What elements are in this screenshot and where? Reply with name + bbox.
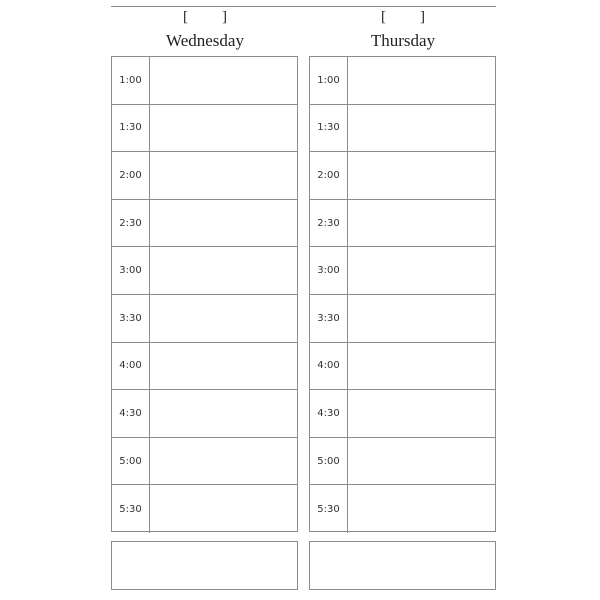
entry-cell[interactable] [348,343,495,390]
time-label: 5:00 [112,438,150,485]
time-label: 3:30 [112,295,150,342]
time-slot-row[interactable] [112,295,297,343]
time-slot-row[interactable] [310,390,495,438]
time-slot-row[interactable] [112,200,297,248]
time-label: 4:00 [310,343,348,390]
date-field-thursday[interactable] [309,9,497,26]
entry-cell[interactable] [150,390,297,437]
time-slot-row[interactable] [112,343,297,391]
time-label: 1:00 [112,57,150,104]
time-slot-row[interactable] [310,105,495,153]
time-label: 2:00 [112,152,150,199]
date-bracket-close: ] [420,9,425,25]
time-slot-row[interactable] [112,105,297,153]
time-label: 5:30 [310,485,348,533]
time-label: 2:00 [310,152,348,199]
top-divider-line [111,6,496,7]
entry-cell[interactable] [150,57,297,104]
time-slot-row[interactable] [310,152,495,200]
entry-cell[interactable] [150,105,297,152]
time-label: 2:30 [112,200,150,247]
time-label: 4:30 [310,390,348,437]
entry-cell[interactable] [150,247,297,294]
entry-cell[interactable] [348,152,495,199]
date-bracket-close: ] [222,9,227,25]
day-title: Thursday [370,31,436,50]
time-slot-row[interactable] [310,57,495,105]
time-label: 5:30 [112,485,150,533]
time-slot-row[interactable] [112,485,297,533]
entry-cell[interactable] [348,485,495,533]
time-slot-row[interactable] [310,438,495,486]
time-label: 4:00 [112,343,150,390]
date-field-wednesday[interactable] [111,9,299,26]
time-label: 1:30 [112,105,150,152]
time-slot-row[interactable] [310,295,495,343]
entry-cell[interactable] [150,152,297,199]
entry-cell[interactable] [150,438,297,485]
time-label: 4:30 [112,390,150,437]
time-label: 3:00 [112,247,150,294]
time-label: 1:00 [310,57,348,104]
time-slot-row[interactable] [112,438,297,486]
time-label: 1:30 [310,105,348,152]
notes-box-wednesday[interactable] [111,541,298,590]
time-slot-row[interactable] [310,200,495,248]
entry-cell[interactable] [150,343,297,390]
schedule-grid [111,56,298,532]
entry-cell[interactable] [348,247,495,294]
entry-cell[interactable] [348,200,495,247]
entry-cell[interactable] [348,438,495,485]
time-slot-row[interactable] [310,247,495,295]
time-slot-row[interactable] [112,247,297,295]
entry-cell[interactable] [348,295,495,342]
time-label: 3:30 [310,295,348,342]
entry-cell[interactable] [150,295,297,342]
time-slot-row[interactable] [310,485,495,533]
time-slot-row[interactable] [112,57,297,105]
entry-cell[interactable] [348,57,495,104]
day-title: Wednesday [166,31,244,50]
date-bracket-open: [ [381,9,386,25]
entry-cell[interactable] [150,485,297,533]
time-label: 5:00 [310,438,348,485]
time-label: 3:00 [310,247,348,294]
entry-cell[interactable] [348,390,495,437]
time-label: 2:30 [310,200,348,247]
notes-box-thursday[interactable] [309,541,496,590]
time-slot-row[interactable] [112,390,297,438]
date-bracket-open: [ [183,9,188,25]
entry-cell[interactable] [348,105,495,152]
time-slot-row[interactable] [112,152,297,200]
entry-cell[interactable] [150,200,297,247]
schedule-grid [309,56,496,532]
time-slot-row[interactable] [310,343,495,391]
